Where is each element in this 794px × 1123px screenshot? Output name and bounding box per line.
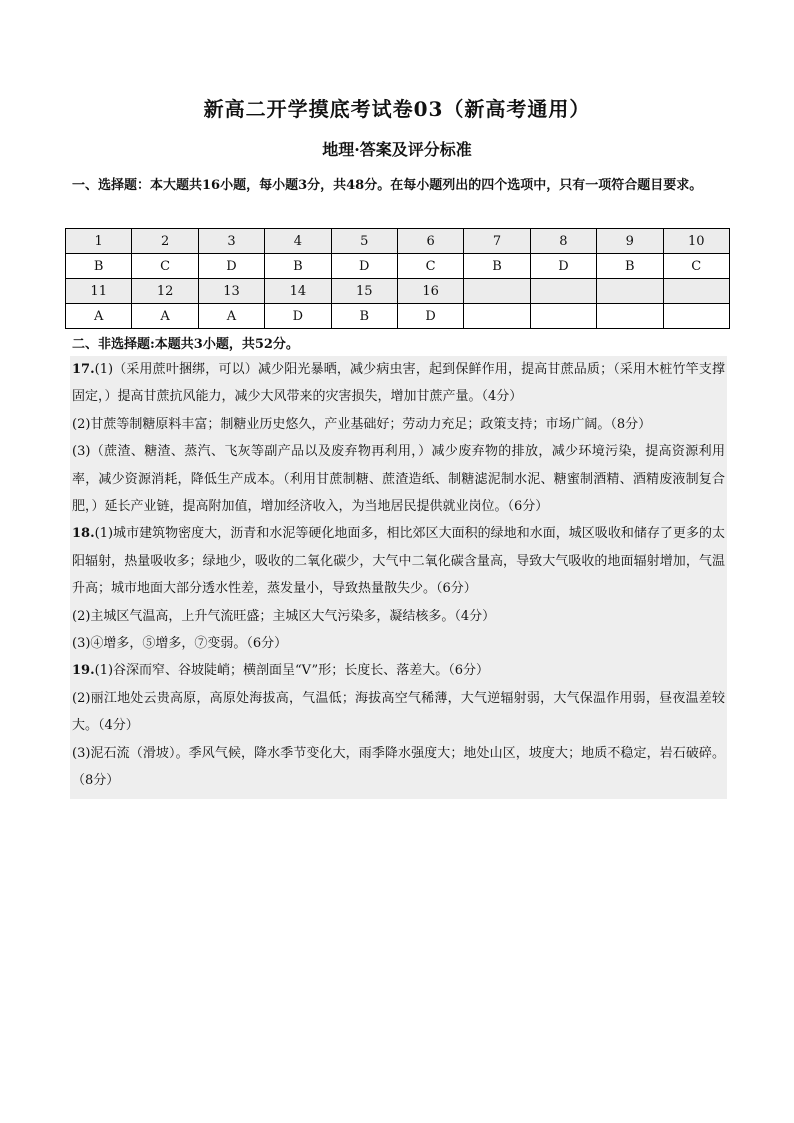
table-cell-empty (464, 304, 530, 329)
table-cell: 6 (397, 229, 463, 254)
table-cell: 8 (530, 229, 596, 254)
table-cell: 11 (66, 279, 132, 304)
table-row-numbers-1 (66, 229, 730, 254)
table-cell: 16 (397, 279, 463, 304)
q17-number: 17. (72, 362, 95, 377)
q17-part3: (3)（蔗渣、糖渣、蒸汽、飞灰等副产品以及废弃物再利用，）减少废弃物的排放，减少环境污染，提高资源利用率，减少资源消耗，降低生产成本。（利用甘蔗制糖、蔗渣造纸、制糖滤泥制水泥、糖蜜制酒精、酒精废液制复合肥，）延长产业链，提高附加值，增加经济收入，为当地居民提供就业岗位。（6分） (72, 444, 725, 515)
table-cell: B (464, 254, 530, 279)
table-cell: A (198, 304, 264, 329)
q18-part1 (72, 520, 725, 602)
q18-part3: (3)④增多，⑤增多，⑦变弱。（6分） (72, 636, 288, 652)
q19-part1 (72, 657, 725, 684)
table-cell: 9 (597, 229, 663, 254)
table-cell-empty (530, 279, 596, 304)
table-cell: D (397, 304, 463, 329)
table-cell-empty (464, 279, 530, 304)
table-cell: A (132, 304, 198, 329)
table-cell: 2 (132, 229, 198, 254)
answer-text: (1)城市建筑物密度大，沥青和水泥等硬化地面多，相比郊区大面积的绿地和水面，城区吸收和储存了更多的太阳辐射，热量吸收多；绿地少，吸收的二氧化碳少，大气中二氧化碳含量高，导致大气吸收的地面辐射增加，气温升高；城市地面大部分透水性差，蒸发量小，导致热量散失少。（6分） (72, 526, 725, 597)
answer-text: (1)（采用蔗叶捆绑，可以）减少阳光暴晒，减少病虫害，起到保鲜作用，提高甘蔗品质；（采用木桩竹竿支撑固定，）提高甘蔗抗风能力，减少大风带来的灾害损失，增加甘蔗产量。（4分） (72, 362, 725, 405)
q19-part3: (3)泥石流（滑坡）。季风气候，降水季节变化大，雨季降水强度大；地处山区，坡度大；地质不稳定，岩石破碎。（8分） (72, 745, 725, 789)
table-cell: C (663, 254, 729, 279)
q17-part2: (2)甘蔗等制糖原料丰富；制糖业历史悠久，产业基础好；劳动力充足；政策支持；市场广阔。（8分） (72, 416, 652, 432)
table-cell-empty (597, 279, 663, 304)
table-row-numbers-2 (66, 279, 730, 304)
table-cell: C (397, 254, 463, 279)
table-cell-empty (663, 279, 729, 304)
table-cell: B (66, 254, 132, 279)
table-cell-empty (597, 304, 663, 329)
table-cell: D (530, 254, 596, 279)
table-cell: 1 (66, 229, 132, 254)
q18-number: 18. (72, 526, 95, 542)
answer-text-block (70, 356, 727, 799)
table-cell: 12 (132, 279, 198, 304)
table-cell: D (331, 254, 397, 279)
table-cell: 7 (464, 229, 530, 254)
section1-instruction: 一、选择题：本大题共16小题，每小题3分，共48分。在每小题列出的四个选项中，只有一项符合题目要求。 (72, 178, 703, 193)
table-cell: D (198, 254, 264, 279)
table-cell: 3 (198, 229, 264, 254)
table-cell-empty (530, 304, 596, 329)
answer-table (65, 228, 730, 329)
page-subtitle: 地理·答案及评分标准 (322, 140, 472, 159)
table-cell-empty (663, 304, 729, 329)
table-cell: A (66, 304, 132, 329)
table-cell: 10 (663, 229, 729, 254)
table-cell: 14 (265, 279, 331, 304)
table-cell: 13 (198, 279, 264, 304)
table-cell: 15 (331, 279, 397, 304)
answer-text: (1)谷深而窄、谷坡陡峭；横剖面呈“V”形；长度长、落差大。（6分） (94, 663, 489, 679)
q17-part1 (72, 356, 725, 411)
page-title: 新高二开学摸底考试卷03（新高考通用） (203, 97, 591, 121)
table-cell: B (265, 254, 331, 279)
table-cell: C (132, 254, 198, 279)
q19-number: 19. (72, 663, 95, 679)
table-cell: B (331, 304, 397, 329)
table-cell: B (597, 254, 663, 279)
table-cell: D (265, 304, 331, 329)
q19-part2: (2)丽江地处云贵高原，高原处海拔高，气温低；海拔高空气稀薄，大气逆辐射弱，大气保温作用弱，昼夜温差较大。（4分） (72, 690, 725, 734)
table-cell: 5 (331, 229, 397, 254)
section2-heading: 二、非选择题:本题共3小题，共52分。 (72, 337, 299, 352)
table-row-answers-2 (66, 304, 730, 329)
q18-part2: (2)主城区气温高，上升气流旺盛；主城区大气污染多，凝结核多。（4分） (72, 608, 496, 624)
table-cell: 4 (265, 229, 331, 254)
table-row-answers-1 (66, 254, 730, 279)
